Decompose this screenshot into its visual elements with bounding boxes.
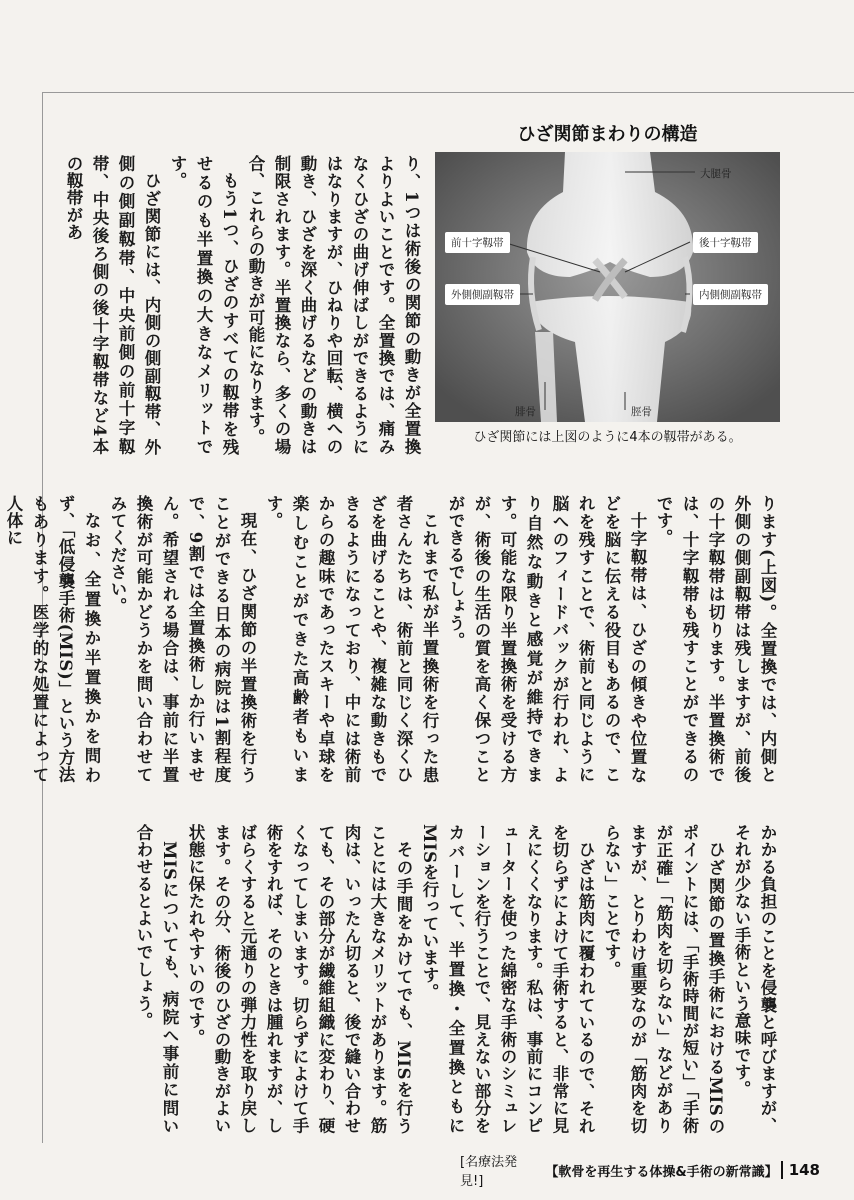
paragraph: ひざ関節には、内側の側副靱帯、外側の側副靱帯、中央前側の前十字靱帯、中央後ろ側の後十字靱帯など4本の靱帯があ	[64, 155, 161, 455]
book-title: 【軟骨を再生する体操&手術の新常識】	[545, 1164, 778, 1180]
label-fibula: 腓骨	[515, 406, 536, 418]
body-text-bottom	[68, 824, 780, 1134]
paragraph: ひざは筋肉に覆われているので、それを切らずによけて手術すると、非常に見えにくくなります。私は、事前にコンピューターを使った綿密な手術のシミュレーションを行うことで、見えない部分をカバーして、半置換・全置換ともにMISを行っています。	[420, 824, 595, 1134]
paragraph: かかる負担のことを侵襲と呼びますが、それが少ない手術という意味です。	[732, 824, 777, 1134]
figure-caption: ひざ関節には上図のように4本の靱帯がある。	[473, 430, 742, 445]
label-acl: 前十字靱帯	[445, 232, 510, 253]
label-tibia: 脛骨	[631, 406, 652, 418]
knee-figure	[435, 120, 780, 460]
page-number: 148	[781, 1161, 820, 1179]
paragraph: MISについても、病院へ事前に問い合わせるとよいでしょう。	[134, 824, 179, 1134]
paragraph: なお、全置換か半置換かを問わず、「低侵襲手術(MIS)」という方法もあります。医学的な処置によって人体に	[4, 495, 101, 783]
body-text-middle	[4, 495, 780, 783]
paragraph: これまで私が半置換術を行った患者さんたちは、術前と同じく深くひざを曲げることや、複雑な動きもできるようになっており、中には術前からの趣味であったスキーや卓球を楽しむことができた高齢者もいます。	[264, 495, 439, 783]
paragraph: ひざ関節の置換手術におけるMISのポイントには、「手術時間が短い」「手術が正確」「筋肉を切らない」などがありますが、とりわけ重要なのが「筋肉を切らない」ことです。	[602, 824, 725, 1134]
series-label: [名療法発見!]	[460, 1155, 518, 1189]
label-lcl: 外側側副靱帯	[445, 284, 520, 305]
page-footer	[460, 1155, 820, 1189]
paragraph: 現在、ひざ関節の半置換術を行うことができる日本の病院は1割程度で、9割では全置換術しか行いません。希望される場合は、事前に半置換術が可能かどうかを問い合わせてみてください。	[108, 495, 257, 783]
paragraph: り、1つは術後の関節の動きが全置換よりよいことです。全置換では、痛みなくひざの曲げ伸ばしができるようにはなりますが、ひねりや回転、横への動き、ひざを深く曲げるなどの動きは制限されます。半置換なら、多くの場合、これらの動きが可能になります。	[246, 155, 421, 455]
knee-illustration	[435, 152, 780, 422]
label-femur: 大腿骨	[700, 168, 732, 180]
paragraph: その手間をかけてでも、MISを行うことには大きなメリットがあります。筋肉は、いったん切ると、後で縫い合わせても、その部分が繊維組織に変わり、硬くなってしまいます。切らずによけて手術をすれば、そのときは腫れますが、しばらくすると元通りの弾力性を取り戻します。その分、術後のひざの動きがよい状態に保たれやすいのです。	[186, 824, 413, 1134]
figure-title: ひざ関節まわりの構造	[517, 124, 698, 145]
body-text-top-left	[64, 155, 424, 455]
label-mcl: 内側側副靱帯	[693, 284, 768, 305]
paragraph: ります(上図)。全置換では、内側と外側の側副靱帯は残しますが、前後の十字靱帯は切ります。半置換術では、十字靱帯も残すことができるのです。	[654, 495, 777, 783]
paragraph: もう1つ、ひざのすべての靱帯を残せるのも半置換の大きなメリットです。	[168, 155, 239, 455]
label-pcl: 後十字靱帯	[693, 232, 758, 253]
paragraph: 十字靱帯は、ひざの傾きや位置などを脳に伝える役目もあるので、これを残すことで、術前と同じように脳へのフィードバックが行われ、より自然な動きと感覚が維持できます。可能な限り半置換術を受ける方が、術後の生活の質を高く保つことができるでしょう。	[446, 495, 647, 783]
